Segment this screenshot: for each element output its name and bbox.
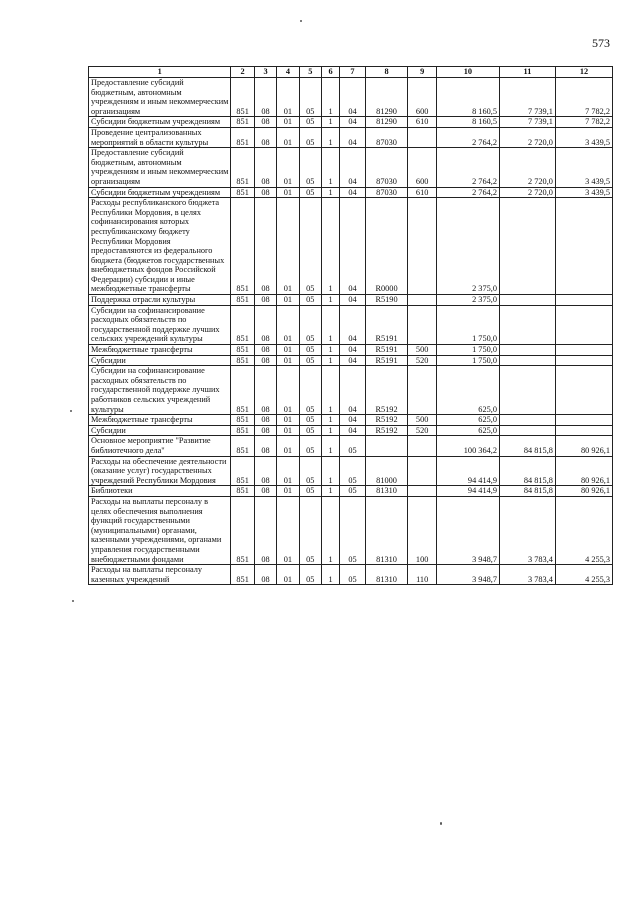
- table-cell: 110: [408, 565, 436, 585]
- table-cell: 851: [231, 305, 254, 344]
- table-cell: 1 750,0: [436, 345, 499, 356]
- table-cell: 84 815,8: [499, 436, 555, 456]
- table-cell: 851: [231, 486, 254, 497]
- table-row: [89, 436, 613, 456]
- table-cell: R5190: [365, 295, 408, 306]
- table-cell: 851: [231, 436, 254, 456]
- table-cell: 610: [408, 117, 436, 128]
- table-row: [89, 127, 613, 147]
- table-cell: 1: [321, 456, 339, 486]
- table-cell: [499, 366, 555, 415]
- table-cell: 05: [299, 366, 321, 415]
- table-cell: 01: [277, 117, 299, 128]
- table-row: [89, 345, 613, 356]
- column-header: 7: [340, 67, 365, 78]
- table-cell: 2 720,0: [499, 148, 555, 187]
- table-cell: 7 739,1: [499, 78, 555, 117]
- table-cell: 625,0: [436, 425, 499, 436]
- table-cell: 08: [254, 366, 276, 415]
- table-cell: 05: [299, 295, 321, 306]
- table-cell: 05: [299, 305, 321, 344]
- column-header: 4: [277, 67, 299, 78]
- table-cell: [499, 295, 555, 306]
- table-cell: 05: [299, 425, 321, 436]
- row-name-cell: Субсидии: [89, 425, 231, 436]
- table-cell: 3 948,7: [436, 496, 499, 564]
- table-cell: 851: [231, 355, 254, 366]
- table-cell: 05: [299, 345, 321, 356]
- table-cell: 3 948,7: [436, 565, 499, 585]
- table-cell: [408, 295, 436, 306]
- table-cell: 04: [340, 366, 365, 415]
- table-cell: 05: [299, 496, 321, 564]
- table-cell: 01: [277, 78, 299, 117]
- table-cell: 81310: [365, 565, 408, 585]
- table-cell: 81310: [365, 496, 408, 564]
- table-row: [89, 456, 613, 486]
- table-cell: [365, 436, 408, 456]
- table-cell: 05: [340, 456, 365, 486]
- table-cell: 05: [299, 456, 321, 486]
- column-header: 8: [365, 67, 408, 78]
- table-cell: 600: [408, 78, 436, 117]
- table-cell: 05: [340, 486, 365, 497]
- table-cell: 2 720,0: [499, 127, 555, 147]
- table-cell: 08: [254, 198, 276, 295]
- table-cell: 2 375,0: [436, 295, 499, 306]
- table-cell: 851: [231, 425, 254, 436]
- table-row: [89, 198, 613, 295]
- table-cell: 05: [299, 148, 321, 187]
- table-cell: 81000: [365, 456, 408, 486]
- table-cell: 1: [321, 148, 339, 187]
- table-cell: 08: [254, 415, 276, 426]
- table-cell: 08: [254, 565, 276, 585]
- table-cell: 4 255,3: [555, 565, 612, 585]
- table-cell: 1: [321, 295, 339, 306]
- table-cell: 01: [277, 187, 299, 198]
- table-cell: [499, 425, 555, 436]
- table-cell: 851: [231, 78, 254, 117]
- row-name-cell: Субсидии бюджетным учреждениям: [89, 117, 231, 128]
- table-cell: 05: [299, 355, 321, 366]
- table-row: [89, 355, 613, 366]
- table-cell: 520: [408, 425, 436, 436]
- table-cell: 08: [254, 486, 276, 497]
- table-cell: 625,0: [436, 415, 499, 426]
- table-cell: 01: [277, 565, 299, 585]
- table-cell: 1: [321, 127, 339, 147]
- table-cell: R0000: [365, 198, 408, 295]
- table-cell: 04: [340, 295, 365, 306]
- table-cell: [499, 355, 555, 366]
- table-cell: 4 255,3: [555, 496, 612, 564]
- table-row: [89, 486, 613, 497]
- row-name-cell: Предоставление субсидий бюджетным, автономным учреждениям и иным некоммерческим организациям: [89, 148, 231, 187]
- table-row: [89, 78, 613, 117]
- table-cell: 01: [277, 198, 299, 295]
- table-row: [89, 148, 613, 187]
- table-cell: R5192: [365, 415, 408, 426]
- table-cell: 2 375,0: [436, 198, 499, 295]
- column-header: 12: [555, 67, 612, 78]
- table-row: [89, 117, 613, 128]
- table-cell: 94 414,9: [436, 486, 499, 497]
- row-name-cell: Межбюджетные трансферты: [89, 415, 231, 426]
- scan-speck: [440, 822, 442, 825]
- table-cell: 1: [321, 415, 339, 426]
- table-cell: 2 764,2: [436, 187, 499, 198]
- table-cell: 100 364,2: [436, 436, 499, 456]
- table-cell: 3 439,5: [555, 127, 612, 147]
- table-cell: 520: [408, 355, 436, 366]
- scan-speck: [72, 600, 74, 602]
- table-cell: 851: [231, 127, 254, 147]
- row-name-cell: Субсидии: [89, 355, 231, 366]
- table-cell: 500: [408, 415, 436, 426]
- table-cell: 851: [231, 295, 254, 306]
- table-cell: 05: [299, 436, 321, 456]
- table-cell: 08: [254, 295, 276, 306]
- table-cell: 04: [340, 127, 365, 147]
- table-cell: 01: [277, 127, 299, 147]
- table-cell: 851: [231, 148, 254, 187]
- table-cell: 81290: [365, 78, 408, 117]
- table-row: [89, 565, 613, 585]
- row-name-cell: Расходы на обеспечение деятельности (оказание услуг) государственных учреждений Республики Мордовия: [89, 456, 231, 486]
- table-cell: 08: [254, 305, 276, 344]
- table-cell: 08: [254, 425, 276, 436]
- table-row: [89, 425, 613, 436]
- table-cell: 01: [277, 345, 299, 356]
- table-cell: 851: [231, 565, 254, 585]
- table-cell: [499, 415, 555, 426]
- table-cell: 7 782,2: [555, 78, 612, 117]
- table-cell: 3 439,5: [555, 148, 612, 187]
- table-cell: [555, 366, 612, 415]
- column-header: 6: [321, 67, 339, 78]
- table-cell: 87030: [365, 148, 408, 187]
- table-cell: [408, 127, 436, 147]
- table-cell: 08: [254, 355, 276, 366]
- table-cell: 80 926,1: [555, 436, 612, 456]
- row-name-cell: Расходы на выплаты персоналу в целях обеспечения выполнения функций государственными (муниципальными) органами, казенными учреждениями, органами управления государственными внебюджетными фондами: [89, 496, 231, 564]
- header-row: [89, 67, 613, 78]
- table-cell: 04: [340, 425, 365, 436]
- table-cell: 1: [321, 436, 339, 456]
- scan-speck: [70, 410, 72, 412]
- table-cell: 3 783,4: [499, 565, 555, 585]
- column-header: 9: [408, 67, 436, 78]
- table-cell: 01: [277, 148, 299, 187]
- row-name-cell: Субсидии бюджетным учреждениям: [89, 187, 231, 198]
- table-cell: 87030: [365, 127, 408, 147]
- table-cell: 05: [299, 117, 321, 128]
- table-row: [89, 305, 613, 344]
- table-cell: 851: [231, 496, 254, 564]
- row-name-cell: Проведение централизованных мероприятий в области культуры: [89, 127, 231, 147]
- table-cell: 851: [231, 415, 254, 426]
- table-cell: 08: [254, 496, 276, 564]
- table-cell: 01: [277, 295, 299, 306]
- table-cell: 851: [231, 345, 254, 356]
- table-cell: 05: [299, 565, 321, 585]
- row-name-cell: Расходы республиканского бюджета Республики Мордовия, в целях софинансирования которых республиканскому бюджету Республики Мордовия предоставляются из федерального бюджета (бюджетов государственных внебюджетных фондов Российской Федерации) субсидии и иные межбюджетные трансферты: [89, 198, 231, 295]
- table-cell: 05: [299, 486, 321, 497]
- table-cell: 600: [408, 148, 436, 187]
- table-cell: 04: [340, 148, 365, 187]
- table-cell: 1: [321, 425, 339, 436]
- table-cell: 05: [299, 78, 321, 117]
- table-cell: 81290: [365, 117, 408, 128]
- table-row: [89, 187, 613, 198]
- table-cell: [499, 305, 555, 344]
- row-name-cell: Межбюджетные трансферты: [89, 345, 231, 356]
- row-name-cell: Субсидии на софинансирование расходных обязательств по государственной поддержке лучших работников сельских учреждений культуры: [89, 366, 231, 415]
- table-cell: 81310: [365, 486, 408, 497]
- table-cell: [555, 415, 612, 426]
- column-header: 1: [89, 67, 231, 78]
- table-cell: 2 764,2: [436, 127, 499, 147]
- table-row: [89, 295, 613, 306]
- row-name-cell: Субсидии на софинансирование расходных обязательств по государственной поддержке лучших сельских учреждений культуры: [89, 305, 231, 344]
- table-cell: [408, 486, 436, 497]
- table-cell: [555, 345, 612, 356]
- table-cell: 01: [277, 496, 299, 564]
- row-name-cell: Расходы на выплаты персоналу казенных учреждений: [89, 565, 231, 585]
- table-cell: 3 783,4: [499, 496, 555, 564]
- table-cell: 1: [321, 486, 339, 497]
- table-body: [89, 78, 613, 585]
- table-cell: 01: [277, 456, 299, 486]
- table-cell: [555, 425, 612, 436]
- table-cell: 1: [321, 496, 339, 564]
- budget-table: [88, 66, 613, 585]
- table-cell: 1: [321, 345, 339, 356]
- table-cell: [499, 345, 555, 356]
- table-row: [89, 496, 613, 564]
- table-cell: 851: [231, 198, 254, 295]
- table-cell: 05: [299, 415, 321, 426]
- table-cell: 05: [299, 187, 321, 198]
- table-cell: [555, 295, 612, 306]
- table-cell: 8 160,5: [436, 117, 499, 128]
- table-cell: 2 764,2: [436, 148, 499, 187]
- table-cell: [408, 456, 436, 486]
- table-cell: 05: [340, 436, 365, 456]
- table-cell: 80 926,1: [555, 486, 612, 497]
- table-cell: 7 739,1: [499, 117, 555, 128]
- table-cell: 7 782,2: [555, 117, 612, 128]
- row-name-cell: Предоставление субсидий бюджетным, автономным учреждениям и иным некоммерческим организациям: [89, 78, 231, 117]
- table-cell: 01: [277, 425, 299, 436]
- table-cell: 625,0: [436, 366, 499, 415]
- table-cell: 3 439,5: [555, 187, 612, 198]
- row-name-cell: Основное мероприятие "Развитие библиотечного дела": [89, 436, 231, 456]
- column-header: 3: [254, 67, 276, 78]
- table-cell: 8 160,5: [436, 78, 499, 117]
- column-header: 5: [299, 67, 321, 78]
- table-cell: R5191: [365, 305, 408, 344]
- table-cell: 1: [321, 565, 339, 585]
- table-cell: [408, 366, 436, 415]
- table-cell: 04: [340, 415, 365, 426]
- table-cell: [555, 355, 612, 366]
- table-cell: 08: [254, 117, 276, 128]
- table-cell: R5192: [365, 425, 408, 436]
- table-cell: R5192: [365, 366, 408, 415]
- table-cell: 08: [254, 436, 276, 456]
- table-cell: 01: [277, 415, 299, 426]
- table-cell: 01: [277, 355, 299, 366]
- table-cell: 08: [254, 187, 276, 198]
- table-cell: 1: [321, 355, 339, 366]
- table-row: [89, 366, 613, 415]
- table-cell: 851: [231, 117, 254, 128]
- table-cell: 610: [408, 187, 436, 198]
- table-cell: 08: [254, 345, 276, 356]
- table-cell: 08: [254, 127, 276, 147]
- table-cell: 08: [254, 456, 276, 486]
- table-cell: 08: [254, 78, 276, 117]
- table-cell: 04: [340, 117, 365, 128]
- table-cell: [555, 305, 612, 344]
- table-cell: 1: [321, 78, 339, 117]
- table-cell: [555, 198, 612, 295]
- table-cell: 1 750,0: [436, 355, 499, 366]
- table-cell: 1: [321, 187, 339, 198]
- table-cell: 04: [340, 78, 365, 117]
- table-cell: 80 926,1: [555, 456, 612, 486]
- table-cell: 01: [277, 305, 299, 344]
- table-cell: 1: [321, 198, 339, 295]
- table-cell: R5191: [365, 345, 408, 356]
- table-cell: 851: [231, 366, 254, 415]
- row-name-cell: Поддержка отрасли культуры: [89, 295, 231, 306]
- table-cell: [408, 436, 436, 456]
- table-cell: 1 750,0: [436, 305, 499, 344]
- table-cell: 08: [254, 148, 276, 187]
- table-cell: 04: [340, 305, 365, 344]
- table-cell: [408, 305, 436, 344]
- table-row: [89, 415, 613, 426]
- table-cell: 01: [277, 486, 299, 497]
- table-cell: 1: [321, 366, 339, 415]
- table-cell: 94 414,9: [436, 456, 499, 486]
- table-cell: 05: [340, 496, 365, 564]
- column-header: 2: [231, 67, 254, 78]
- table-cell: 05: [299, 127, 321, 147]
- table-cell: 1: [321, 305, 339, 344]
- table-cell: 1: [321, 117, 339, 128]
- table-cell: 01: [277, 366, 299, 415]
- row-name-cell: Библиотеки: [89, 486, 231, 497]
- table-cell: 05: [299, 198, 321, 295]
- table-cell: [499, 198, 555, 295]
- table-cell: 84 815,8: [499, 486, 555, 497]
- scan-speck: [300, 20, 302, 22]
- column-header: 11: [499, 67, 555, 78]
- table-cell: 100: [408, 496, 436, 564]
- table-cell: 851: [231, 456, 254, 486]
- table-cell: 851: [231, 187, 254, 198]
- table-cell: 01: [277, 436, 299, 456]
- table-cell: 84 815,8: [499, 456, 555, 486]
- column-header: 10: [436, 67, 499, 78]
- table-cell: R5191: [365, 355, 408, 366]
- table-cell: 87030: [365, 187, 408, 198]
- table-cell: 04: [340, 345, 365, 356]
- table-cell: 2 720,0: [499, 187, 555, 198]
- table-cell: 04: [340, 198, 365, 295]
- table-cell: 05: [340, 565, 365, 585]
- table-cell: 04: [340, 187, 365, 198]
- table-cell: [408, 198, 436, 295]
- table-cell: 04: [340, 355, 365, 366]
- table-cell: 500: [408, 345, 436, 356]
- page-number: 573: [592, 36, 610, 50]
